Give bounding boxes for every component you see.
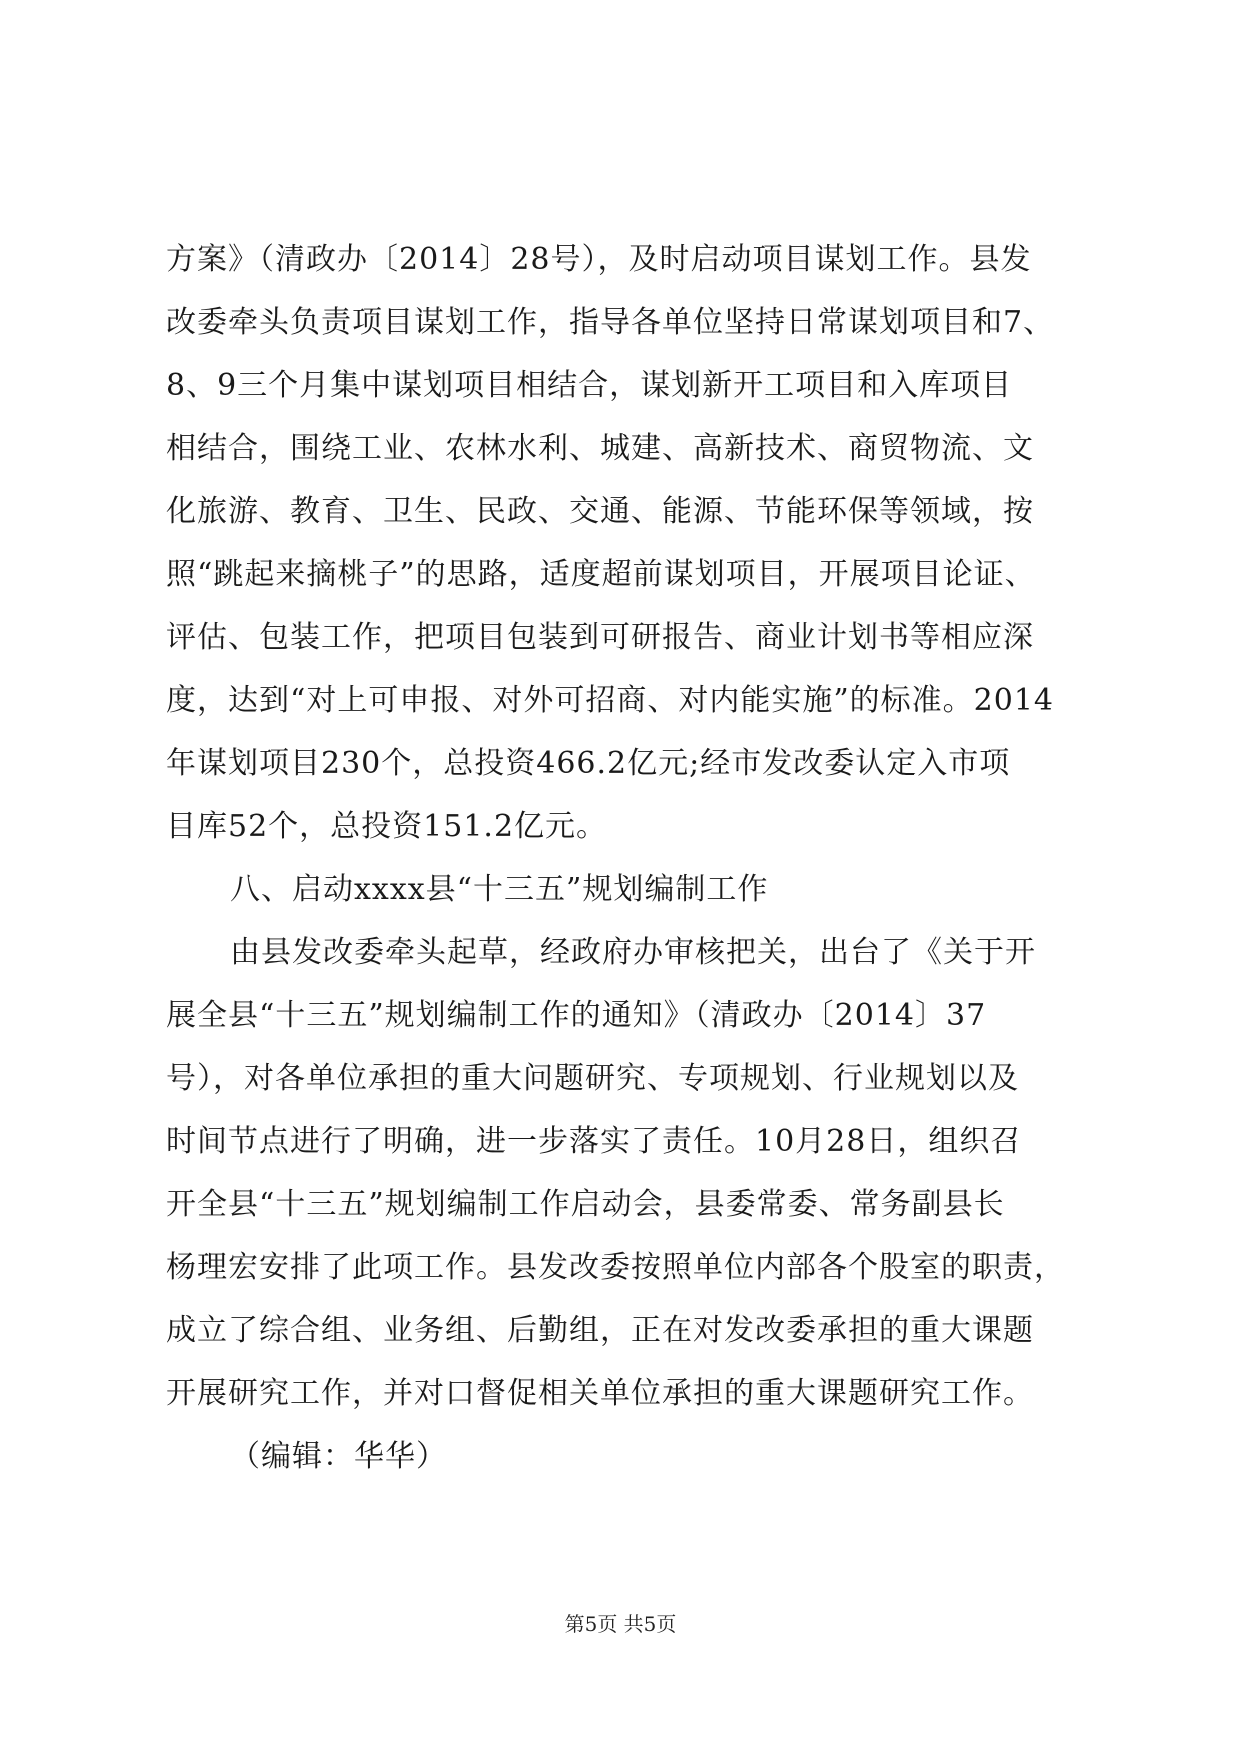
text-line: 杨理宏安排了此项工作。县发改委按照单位内部各个股室的职责， — [166, 1250, 1065, 1285]
text-line: 由县发改委牵头起草，经政府办审核把关，出台了《关于开 — [230, 935, 1036, 970]
section-heading: 八、启动xxxx县“十三五”规划编制工作 — [230, 872, 769, 907]
document-body — [166, 228, 1086, 1488]
text-line: 相结合，围绕工业、农林水利、城建、高新技术、商贸物流、文 — [166, 431, 1034, 466]
text-line: 展全县“十三五”规划编制工作的通知》（清政办〔2014〕37 — [166, 998, 987, 1033]
text-line: 8、9三个月集中谋划项目相结合，谋划新开工项目和入库项目 — [166, 368, 1013, 403]
text-line: 开展研究工作，并对口督促相关单位承担的重大课题研究工作。 — [166, 1376, 1034, 1411]
text-line: 照“跳起来摘桃子”的思路，适度超前谋划项目，开展项目论证、 — [166, 557, 1036, 592]
text-line: 化旅游、教育、卫生、民政、交通、能源、节能环保等领域，按 — [166, 494, 1034, 529]
text-line: 评估、包装工作，把项目包装到可研报告、商业计划书等相应深 — [166, 620, 1034, 655]
text-line: 成立了综合组、业务组、后勤组，正在对发改委承担的重大课题 — [166, 1313, 1034, 1348]
text-line: 时间节点进行了明确，进一步落实了责任。10月28日，组织召 — [166, 1124, 1022, 1159]
text-line: 年谋划项目230个，总投资466.2亿元;经市发改委认定入市项 — [166, 746, 1011, 781]
editor-note: （编辑：华华） — [230, 1439, 447, 1474]
text-line: 号），对各单位承担的重大问题研究、专项规划、行业规划以及 — [166, 1061, 1019, 1096]
page-number: 第5页 共5页 — [564, 1612, 677, 1636]
page-footer — [0, 1608, 1241, 1637]
text-line: 度，达到“对上可申报、对外可招商、对内能实施”的标准。2014 — [166, 683, 1055, 718]
text-line: 目库52个，总投资151.2亿元。 — [166, 809, 608, 844]
text-line: 开全县“十三五”规划编制工作启动会，县委常委、常务副县长 — [166, 1187, 1005, 1222]
text-line: 改委牵头负责项目谋划工作，指导各单位坚持日常谋划项目和7、 — [166, 305, 1055, 340]
text-line: 方案》（清政办〔2014〕28号），及时启动项目谋划工作。县发 — [166, 242, 1032, 277]
